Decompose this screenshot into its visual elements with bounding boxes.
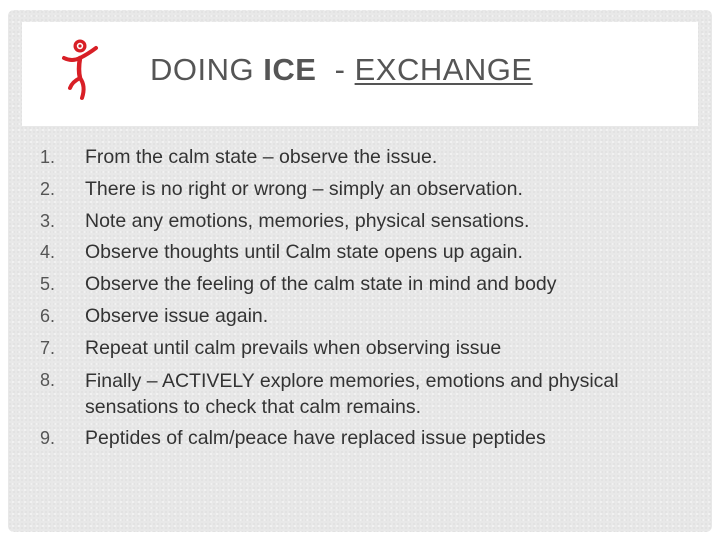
list-item-text: From the calm state – observe the issue. <box>85 146 438 168</box>
title-prefix: DOING <box>150 52 264 87</box>
list-item-text: Peptides of calm/peace have replaced issue peptides <box>85 426 546 449</box>
list-item-number: 8. <box>40 369 56 390</box>
list-item <box>40 333 680 365</box>
page-title <box>150 52 533 88</box>
list-item-number: 3. <box>40 210 56 231</box>
list-item-number: 6. <box>40 305 56 326</box>
list-item-number: 2. <box>40 178 56 199</box>
title-bold: ICE <box>263 52 317 87</box>
list-item <box>40 365 680 423</box>
title-underlined: EXCHANGE <box>354 52 533 87</box>
list-item <box>40 237 680 269</box>
title-separator: - <box>316 52 355 87</box>
list-item-number: 4. <box>40 242 56 263</box>
list-item-number: 7. <box>40 337 56 358</box>
list-item-text: Observe thoughts until Calm state opens up again. <box>85 241 523 264</box>
list-item-text: Finally – ACTIVELY explore memories, emotions and physical sensations to check that calm remains. <box>85 369 619 418</box>
list-item <box>40 174 680 206</box>
list-item <box>40 142 680 174</box>
list-item <box>40 301 680 333</box>
list-item <box>40 423 680 455</box>
list-item-text: Observe issue again. <box>85 304 269 327</box>
list-item <box>40 206 680 238</box>
steps-list <box>40 142 680 454</box>
list-item-number: 5. <box>40 274 56 295</box>
list-item-number: 9. <box>40 427 56 448</box>
list-item-text: Repeat until calm prevails when observing issue <box>85 336 502 359</box>
list-item-number: 1. <box>40 147 56 167</box>
list-item-text: Note any emotions, memories, physical sensations. <box>85 209 530 232</box>
list-item <box>40 269 680 301</box>
list-item-text: There is no right or wrong – simply an observation. <box>85 177 523 200</box>
stick-figure-logo-icon <box>58 36 102 104</box>
list-item-text: Observe the feeling of the calm state in mind and body <box>85 273 557 296</box>
